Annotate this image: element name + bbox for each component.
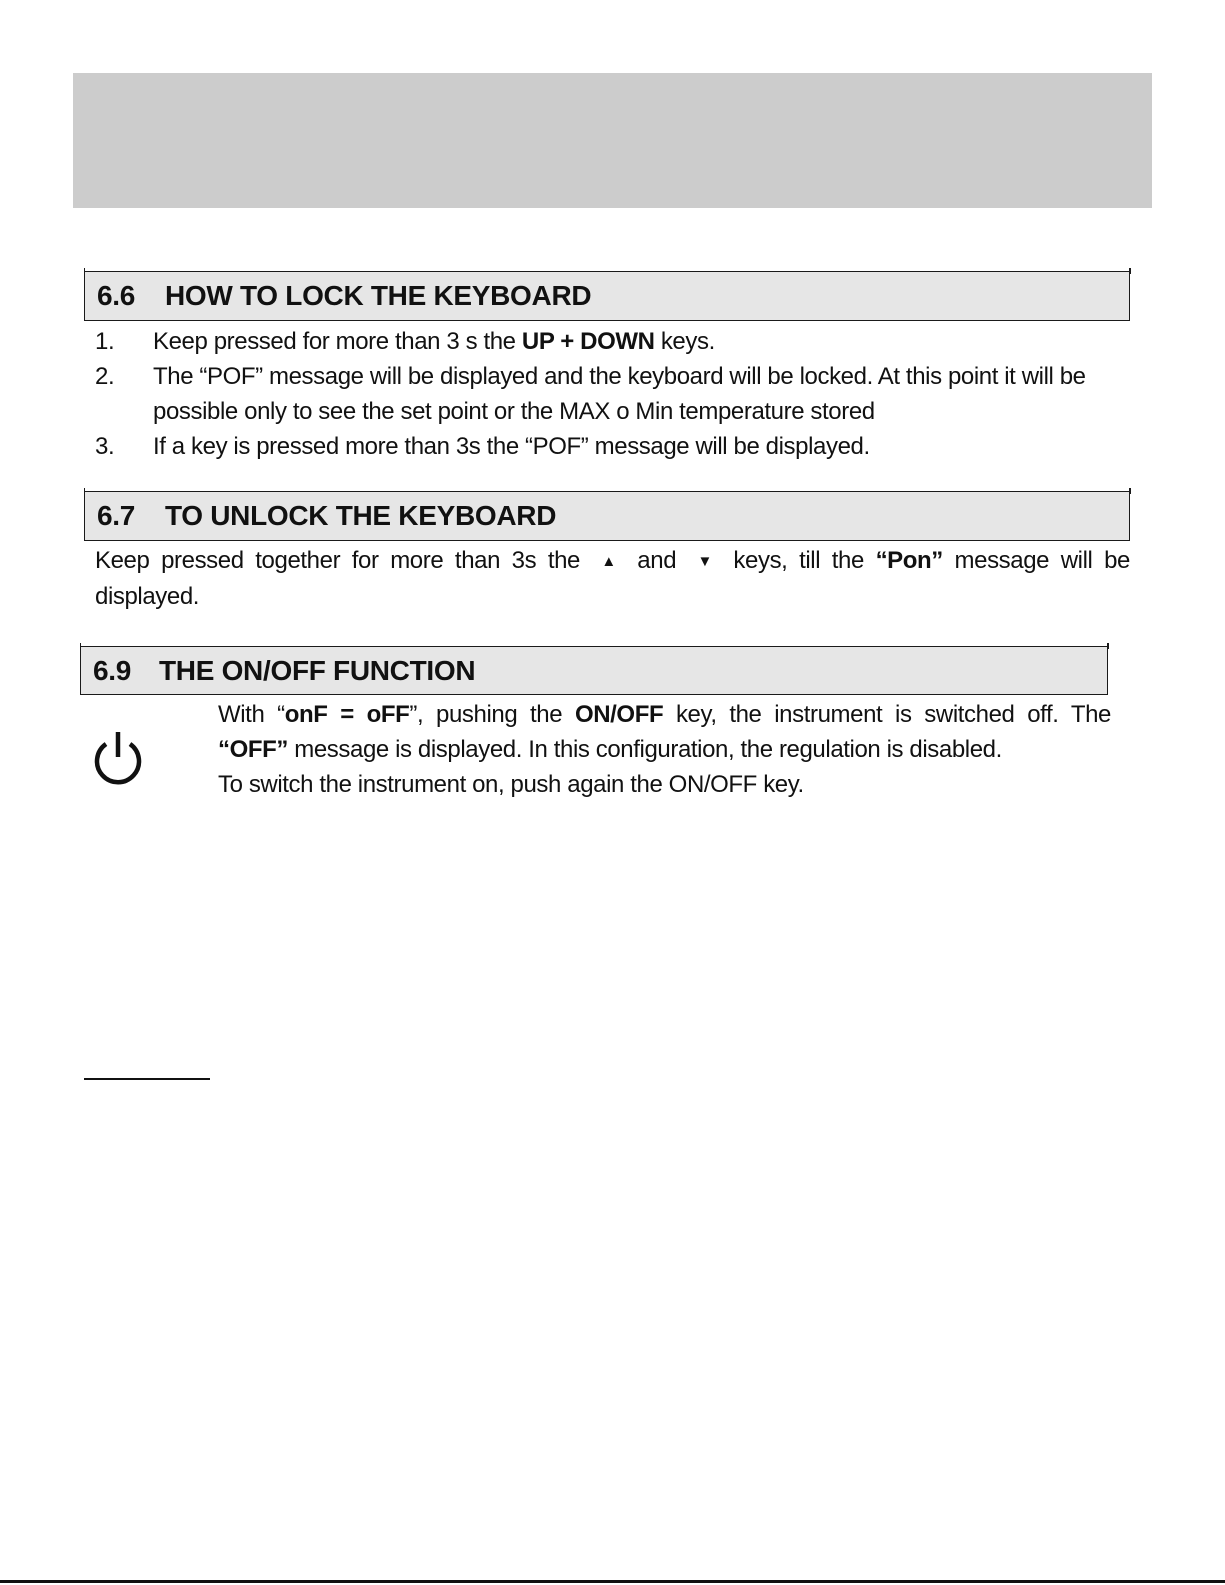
lock-steps-list — [95, 324, 1135, 464]
section-number: 6.6 — [97, 280, 136, 311]
section-heading-lock-keyboard — [84, 271, 1130, 321]
section-title: TO UNLOCK THE KEYBOARD — [165, 500, 557, 531]
section-title: HOW TO LOCK THE KEYBOARD — [165, 280, 592, 311]
paragraph-text: keys, till the — [733, 547, 876, 574]
onoff-line: To switch the instrument on, push again the ON/OFF key. — [218, 771, 804, 798]
key-names: UP + DOWN — [521, 328, 655, 355]
section-title: THE ON/OFF FUNCTION — [159, 654, 476, 686]
step-number: 3. — [95, 433, 115, 460]
onf-parameter: onF = oFF — [284, 701, 410, 728]
step-text: The “POF” message will be displayed and the keyboard will be locked. At this point it will be possible only to see the set point or the MAX o Min temperature stored — [153, 363, 1086, 425]
footnote-separator — [84, 1078, 210, 1080]
section-number: 6.7 — [97, 500, 136, 531]
header-banner — [73, 73, 1152, 208]
paragraph-text: message will be displayed. — [95, 547, 1130, 610]
section-number: 6.9 — [93, 654, 132, 686]
power-icon — [90, 730, 146, 788]
page-bottom-border — [0, 1580, 1225, 1583]
off-message: “OFF” — [218, 736, 288, 763]
up-arrow-icon: ▲ — [601, 553, 616, 570]
paragraph-text: Keep pressed together for more than 3s the — [95, 547, 581, 574]
onoff-line — [218, 732, 1111, 767]
paragraph-text: message is displayed. In this configuration, the regulation is disabled. — [288, 736, 1002, 763]
step-text: If a key is pressed more than 3s the “POF” message will be displayed. — [153, 433, 870, 460]
pon-message: “Pon” — [875, 547, 943, 574]
step-number: 1. — [95, 328, 115, 355]
section-heading-onoff-function — [80, 646, 1108, 695]
step-number: 2. — [95, 363, 115, 390]
step-text-part: Keep pressed for more than 3 s the — [153, 328, 522, 355]
section-heading-unlock-keyboard — [84, 491, 1130, 541]
paragraph-text: key, the instrument is switched off. The — [663, 701, 1112, 728]
paragraph-text: and — [637, 547, 677, 574]
list-item — [95, 359, 1135, 429]
list-item — [95, 324, 1135, 359]
onoff-description — [218, 697, 1111, 802]
down-arrow-icon: ▼ — [697, 553, 712, 570]
paragraph-text: With “ — [218, 701, 285, 728]
list-item — [95, 429, 1135, 464]
onoff-key-name: ON/OFF — [574, 701, 664, 728]
step-text — [153, 324, 1135, 359]
unlock-paragraph — [95, 543, 1130, 614]
paragraph-text: ”, pushing the — [409, 701, 575, 728]
step-text-part: keys. — [654, 328, 715, 355]
onoff-line — [218, 697, 1111, 732]
